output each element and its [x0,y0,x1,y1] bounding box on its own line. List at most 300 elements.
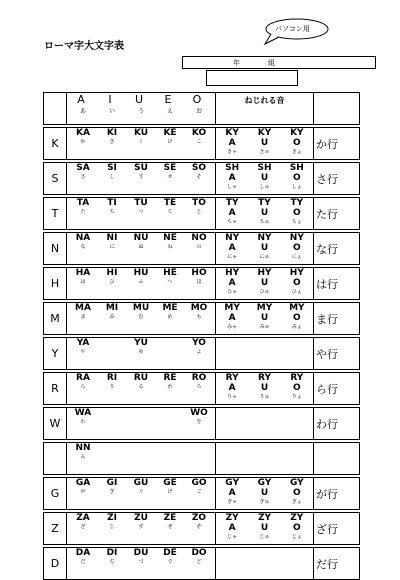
romaji-syllable: MO [190,303,208,313]
romaji-row [67,373,215,383]
yoon-consonant: HY [257,268,272,278]
page-title: ローマ字大文字表 [44,41,124,52]
table-row [44,338,360,370]
kana-syllable: ぬ [138,244,144,250]
kana-syllable: わ [80,419,86,425]
kana-syllable: し [109,174,115,180]
yoon-consonant-row [216,233,313,243]
romaji-syllable: KU [133,128,149,138]
kana-row [67,383,215,390]
romaji-syllable: KE [163,128,177,138]
kana-syllable: づ [138,559,144,565]
romaji-syllable: GU [133,478,149,488]
kana-syllable [127,453,155,460]
romaji-syllable: YO [192,338,206,348]
speech-bubble [263,17,329,41]
yoon-vowel: O [292,383,301,393]
yoon-syllables [216,513,314,545]
romaji-syllable: DE [163,548,177,558]
yoon-syllables [216,548,314,580]
kana-row [67,138,215,145]
yoon-kana: ひょ [291,289,302,295]
kana-row [67,453,215,460]
kana-syllable: か [80,139,86,145]
consonant-label: N [44,233,67,265]
kana-row [67,348,215,355]
yoon-kana-row [216,148,313,155]
consonant-label: M [44,303,67,335]
romaji-syllable [127,408,155,418]
yoon-kana: にゅ [259,254,270,260]
bubble-label: パソコン用 [275,25,310,33]
vowel-kana: え [166,108,173,115]
consonant-label: R [44,373,67,405]
yoon-syllables [216,408,314,440]
yoon-vowel: U [260,208,269,218]
yoon-consonant-row [216,478,313,488]
yoon-consonant: ZY [290,513,304,523]
kana-syllable: も [196,314,202,320]
yoon-vowel: U [260,138,269,148]
yoon-syllables [216,268,314,300]
yoon-consonant: ZY [257,513,271,523]
yoon-vowel: O [292,138,301,148]
yoon-kana-row [216,183,313,190]
yoon-consonant-row [216,513,313,523]
vowel-label: U [134,93,148,106]
kana-syllable: さ [80,174,86,180]
kana-syllable: が [80,489,86,495]
yoon-kana-row [216,288,313,295]
kana-row [67,418,215,425]
kana-syllable: だ [80,559,86,565]
romaji-syllable: NU [133,233,149,243]
yoon-consonant: GY [225,478,240,488]
kana-syllable: そ [196,174,202,180]
romaji-syllable: YA [76,338,90,348]
yoon-kana: じゅ [259,534,270,540]
vowel-kana: い [108,108,115,115]
yoon-vowel: O [292,313,301,323]
yoon-kana: ひゅ [259,289,270,295]
romaji-syllable: SO [191,163,207,173]
gyo-label [314,443,360,475]
yoon-vowel: U [260,383,269,393]
kana-syllable: ぐ [138,489,144,495]
romaji-syllable [156,408,184,418]
romaji-syllable: RU [133,373,149,383]
romaji-syllable: GI [106,478,118,488]
kana-syllable: む [138,314,144,320]
basic-syllables [67,513,216,545]
romaji-syllable: HI [106,268,118,278]
basic-syllables [67,408,216,440]
kana-syllable [98,418,126,425]
kana-syllable [185,453,213,460]
romaji-syllable: ZU [134,513,148,523]
yoon-vowel-row [216,278,313,288]
yoon-vowel: O [292,243,301,253]
yoon-vowel-row [216,488,313,498]
romaji-syllable: GE [163,478,177,488]
yoon-kana: ちゃ [227,219,238,225]
yoon-vowel: O [292,173,301,183]
kana-syllable: み [109,314,115,320]
yoon-kana: しょ [291,184,302,190]
romaji-syllable: HO [191,268,207,278]
romaji-row [67,338,215,348]
vowel-header [67,93,216,125]
romaji-syllable: SE [163,163,177,173]
romaji-syllable: SA [76,163,90,173]
yoon-title: ねじれる音 [244,96,285,105]
header-corner [44,93,67,125]
kana-syllable: ふ [138,279,144,285]
table-row [44,128,360,160]
yoon-consonant-row [216,303,313,313]
kana-syllable: ぎ [109,489,115,495]
yoon-kana: りゅ [259,394,270,400]
romaji-syllable: WO [190,408,208,418]
romaji-syllable: RE [163,373,177,383]
table-row [44,198,360,230]
yoon-kana: ぎゃ [227,499,238,505]
romaji-syllable: NI [106,233,118,243]
romaji-syllable: NN [75,443,91,453]
kana-row [67,243,215,250]
kana-syllable: ざ [80,524,86,530]
romaji-syllable: HE [163,268,177,278]
gyo-label: や行 [314,338,360,370]
yoon-consonant: ZY [225,513,239,523]
yoon-kana: ぎゅ [259,499,270,505]
romaji-syllable: GO [191,478,207,488]
yoon-vowel: U [260,488,269,498]
romaji-syllable [98,443,126,453]
kana-syllable: ぢ [109,559,115,565]
yoon-vowel-row [216,243,313,253]
yoon-consonant: KY [225,128,239,138]
basic-syllables [67,268,216,300]
yoon-consonant: HY [289,268,304,278]
yoon-kana-row [216,323,313,330]
vowel-kana-row [67,106,215,115]
consonant-label [44,443,67,475]
kana-syllable: ま [80,314,86,320]
kana-row [67,173,215,180]
kana-syllable: で [167,559,173,565]
romaji-row [67,128,215,138]
yoon-consonant: HY [225,268,240,278]
basic-syllables [67,443,216,475]
gyo-label: さ行 [314,163,360,195]
yoon-kana: りょ [291,394,302,400]
yoon-consonant: RY [290,373,304,383]
romaji-syllable: SU [134,163,148,173]
yoon-consonant-row [216,198,313,208]
kana-syllable: へ [167,279,173,285]
romaji-row [67,513,215,523]
romaji-syllable: TU [134,198,148,208]
yoon-consonant: TY [290,198,304,208]
yoon-kana: しゅ [259,184,270,190]
header-row [44,93,360,125]
kana-syllable: ち [109,209,115,215]
yoon-kana: みゃ [227,324,238,330]
kana-syllable: を [196,419,202,425]
yoon-consonant: MY [224,303,240,313]
kana-syllable: ほ [196,279,202,285]
kana-syllable: に [109,244,115,250]
consonant-label: H [44,268,67,300]
yoon-kana: みゅ [259,324,270,330]
yoon-kana: にゃ [227,254,238,260]
yoon-vowel: O [292,523,301,533]
kana-syllable: ね [167,244,173,250]
yoon-consonant: GY [289,478,304,488]
yoon-syllables [216,128,314,160]
romaji-syllable [127,443,155,453]
yoon-consonant-row [216,373,313,383]
table-row [44,303,360,335]
gyo-label: ら行 [314,373,360,405]
gyo-label: な行 [314,233,360,265]
romaji-syllable: RI [106,373,118,383]
kana-row [67,278,215,285]
romaji-syllable [98,338,126,348]
yoon-consonant: NY [289,233,304,243]
yoon-kana: きょ [291,149,302,155]
yoon-syllables [216,233,314,265]
romaji-syllable: TI [107,198,117,208]
yoon-kana: じゃ [227,534,238,540]
romaji-syllable: RA [76,373,90,383]
yoon-vowel-row [216,208,313,218]
table-row [44,408,360,440]
yoon-consonant: MY [256,303,273,313]
yoon-kana: ちょ [291,219,302,225]
kana-syllable: ず [138,524,144,530]
kana-syllable [127,418,155,425]
romaji-row [67,408,215,418]
kana-syllable: く [138,139,144,145]
yoon-vowel: A [228,488,236,498]
basic-syllables [67,128,216,160]
kana-syllable [156,418,184,425]
romaji-syllable: KA [76,128,90,138]
romaji-syllable [98,408,126,418]
romaji-syllable [156,338,184,348]
romaji-syllable: DO [191,548,207,558]
yoon-kana-row [216,533,313,540]
kana-syllable: よ [196,349,202,355]
table-row [44,233,360,265]
basic-syllables [67,163,216,195]
romaji-row [67,548,215,558]
consonant-label: T [44,198,67,230]
kana-syllable: じ [109,524,115,530]
class-field[interactable] [182,56,376,69]
yoon-vowel: U [260,173,269,183]
yoon-consonant: NY [257,233,272,243]
romaji-syllable: ZE [163,513,177,523]
yoon-consonant: RY [258,373,271,383]
romaji-syllable: TE [163,198,177,208]
romaji-syllable: MA [75,303,91,313]
kana-syllable: れ [167,384,173,390]
consonant-label: Y [44,338,67,370]
yoon-syllables [216,198,314,230]
kana-syllable: ゆ [138,349,144,355]
kana-syllable [156,453,184,460]
romaji-row [67,233,215,243]
kana-syllable: る [138,384,144,390]
kana-syllable [98,348,126,355]
vowel-kana: お [195,108,202,115]
romaji-syllable [185,443,213,453]
kana-syllable [98,453,126,460]
kana-row [67,313,215,320]
romaji-syllable: MI [105,303,119,313]
romaji-syllable [156,443,184,453]
romaji-row [67,268,215,278]
romaji-syllable: TA [76,198,90,208]
romaji-syllable: DU [133,548,149,558]
vowel-row [67,93,215,106]
gyo-label: ざ行 [314,513,360,545]
romaji-syllable: DI [106,548,118,558]
kana-row [67,208,215,215]
kana-syllable: ひ [109,279,115,285]
kana-syllable: ぞ [196,524,202,530]
yoon-vowel-row [216,523,313,533]
romaji-syllable: NO [191,233,207,243]
kana-syllable: せ [167,174,173,180]
yoon-vowel-row [216,383,313,393]
kana-syllable: ん [80,454,86,460]
kana-syllable: は [80,279,86,285]
yoon-consonant: KY [257,128,272,138]
yoon-consonant: SH [225,163,240,173]
romaji-syllable: YU [134,338,148,348]
yoon-vowel: O [292,488,301,498]
gyo-label: は行 [314,268,360,300]
kana-syllable: つ [138,209,144,215]
yoon-vowel: O [292,278,301,288]
kana-syllable: の [196,244,202,250]
kana-syllable: け [167,139,173,145]
name-field[interactable] [206,70,298,86]
romaji-chart [43,92,360,580]
romaji-syllable: TO [192,198,206,208]
basic-syllables [67,478,216,510]
yoon-consonant: RY [225,373,239,383]
consonant-label: K [44,128,67,160]
yoon-consonant: SH [257,163,272,173]
kana-row [67,558,215,565]
romaji-row [67,443,215,453]
gyo-label: か行 [314,128,360,160]
yoon-consonant: KY [290,128,304,138]
kana-syllable: す [138,174,144,180]
yoon-kana: みょ [291,324,302,330]
yoon-vowel-row [216,313,313,323]
basic-syllables [67,338,216,370]
gyo-label: が行 [314,478,360,510]
consonant-label: D [44,548,67,580]
table-row [44,373,360,405]
kana-syllable: や [80,349,86,355]
kana-syllable: げ [167,489,173,495]
table-row [44,163,360,195]
kana-syllable: ら [80,384,86,390]
kana-row [67,523,215,530]
yoon-syllables [216,163,314,195]
romaji-syllable: RO [191,373,207,383]
romaji-syllable: DA [75,548,91,558]
table-row [44,513,360,545]
romaji-syllable: KO [191,128,207,138]
yoon-kana-row [216,218,313,225]
kana-syllable: た [80,209,86,215]
romaji-syllable: MU [132,303,150,313]
yoon-kana-row [216,253,313,260]
kana-row [67,488,215,495]
consonant-label: G [44,478,67,510]
yoon-vowel-row [216,173,313,183]
yoon-syllables [216,373,314,405]
year-label: 年 [233,59,240,67]
basic-syllables [67,373,216,405]
yoon-consonant-row [216,268,313,278]
yoon-vowel: U [260,278,269,288]
kana-syllable: り [109,384,115,390]
romaji-syllable: HU [133,268,149,278]
group-label: 組 [268,59,275,67]
yoon-vowel: U [260,523,269,533]
kana-syllable: ご [196,489,202,495]
kana-syllable: な [80,244,86,250]
yoon-consonant: GY [257,478,272,488]
romaji-row [67,198,215,208]
basic-syllables [67,303,216,335]
vowel-label: I [108,93,116,106]
consonant-label: S [44,163,67,195]
romaji-row [67,303,215,313]
romaji-syllable: WA [74,408,92,418]
yoon-vowel-row [216,138,313,148]
yoon-consonant: TY [258,198,271,208]
romaji-syllable: KI [106,128,118,138]
yoon-consonant: NY [225,233,240,243]
yoon-kana: きゅ [259,149,270,155]
basic-syllables [67,548,216,580]
romaji-syllable: NA [75,233,91,243]
yoon-kana: ちゅ [259,219,270,225]
vowel-label: A [77,93,89,106]
kana-syllable: き [109,139,115,145]
yoon-header [216,93,314,125]
basic-syllables [67,198,216,230]
romaji-syllable: NE [163,233,177,243]
yoon-kana-row [216,393,313,400]
yoon-vowel: A [228,278,236,288]
yoon-vowel: U [260,243,269,253]
yoon-vowel: A [228,313,236,323]
kana-syllable: ぜ [167,524,173,530]
vowel-label: O [192,93,206,106]
yoon-syllables [216,478,314,510]
